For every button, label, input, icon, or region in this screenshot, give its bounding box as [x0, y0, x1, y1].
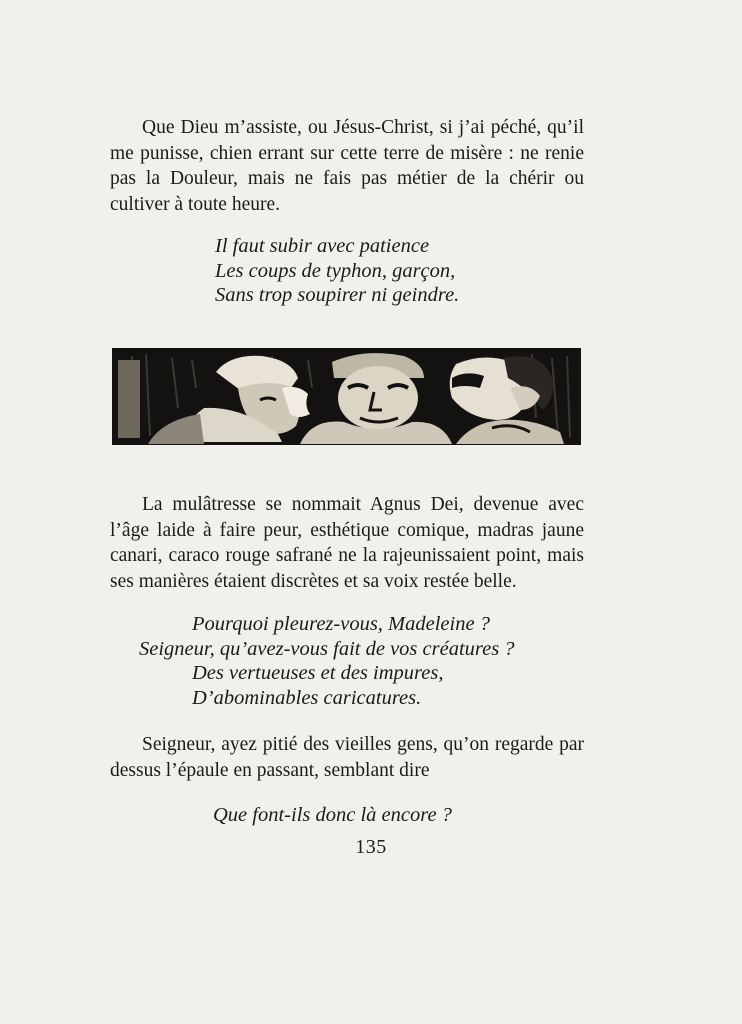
verse-line: Que font-ils donc là encore ? — [213, 804, 452, 826]
paragraph-2-text: La mulâtresse se nommait Agnus Dei, devenue avec l’âge laide à faire peur, esthétique comique, madras jaune canari, caraco rouge safrané ne la rajeunissaient point, mais ses manières étaient discrètes et sa voix restée belle. — [110, 494, 584, 592]
page-number: 135 — [355, 836, 387, 858]
verse-line: Seigneur, qu’avez-vous fait de vos créatures ? — [139, 637, 515, 660]
verse-line: Il faut subir avec patience — [215, 235, 430, 257]
woodcut-illustration — [112, 348, 581, 445]
verse-line: Des vertueuses et des impures, — [192, 662, 444, 684]
paragraph-3-text: Seigneur, ayez pitié des vieilles gens, qu’on regarde par dessus l’épaule en passant, semblant dire — [110, 734, 584, 781]
verse-line: Les coups de typhon, garçon, — [215, 259, 456, 282]
paragraph-1-text: Que Dieu m’assiste, ou Jésus-Christ, si j’ai péché, qu’il me punisse, chien errant sur cette terre de misère : ne renie pas la Douleur, mais ne fais pas métier de la chérir ou cultiver à toute heure. — [110, 117, 584, 215]
paragraph-3 — [110, 732, 584, 783]
verse-stanza-1 — [215, 234, 459, 308]
paragraph-2 — [110, 492, 584, 594]
woodcut-three-faces-image — [112, 348, 581, 445]
verse-stanza-2 — [139, 612, 515, 710]
verse-line: D’abominables caricatures. — [192, 686, 422, 709]
verse-stanza-3 — [213, 803, 452, 828]
paragraph-1 — [110, 115, 584, 217]
verse-line: Sans trop soupirer ni geindre. — [215, 284, 460, 306]
verse-line: Pourquoi pleurez-vous, Madeleine ? — [192, 613, 490, 635]
